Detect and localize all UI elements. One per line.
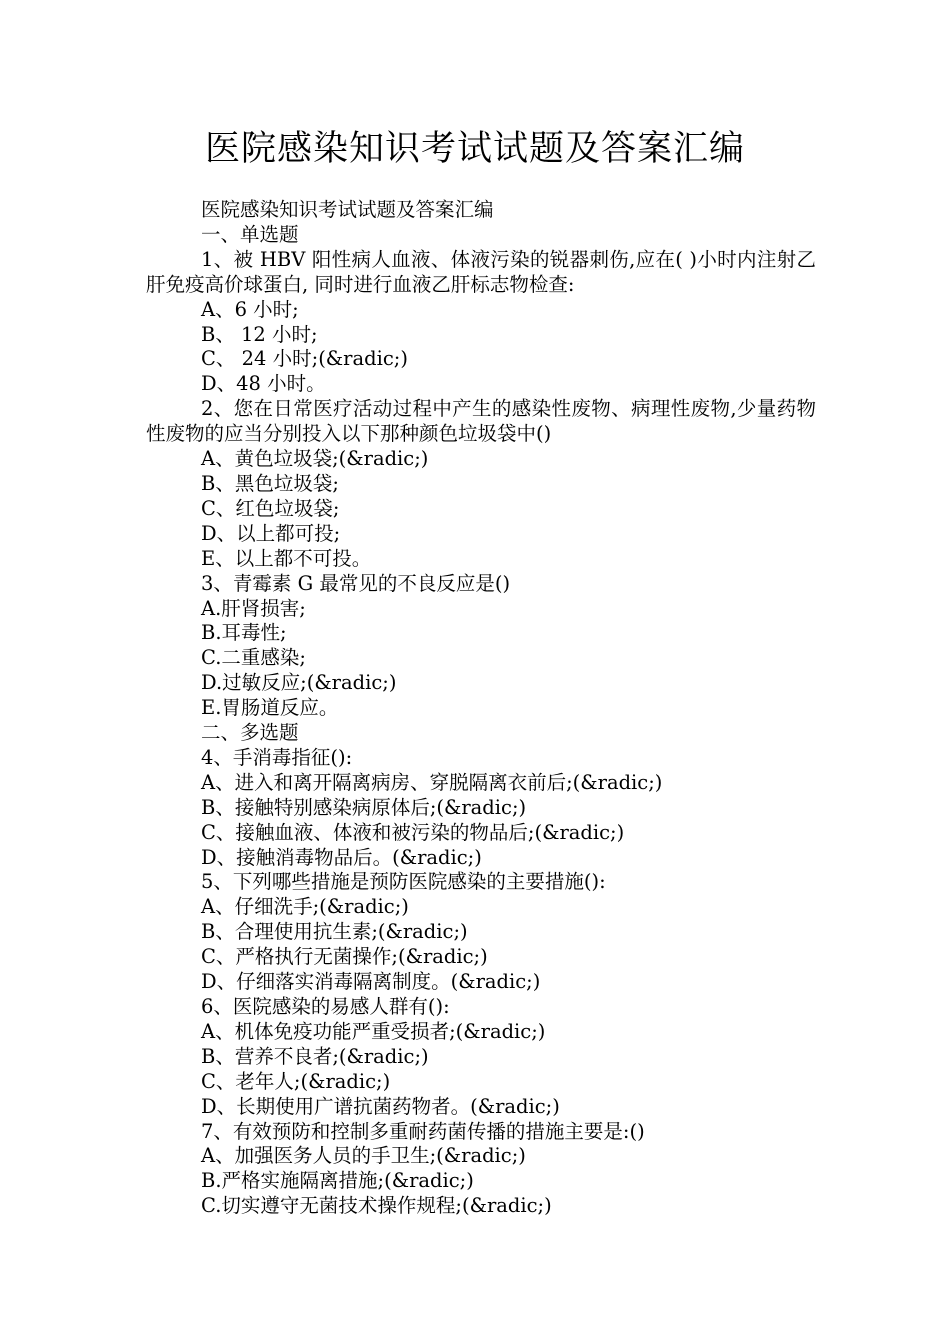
document-paragraph: A、黄色垃圾袋;(&radic;) (201, 447, 429, 471)
document-paragraph: D、接触消毒物品后。(&radic;) (201, 845, 482, 869)
document-paragraph: 医院感染知识考试试题及答案汇编 (201, 198, 494, 221)
document-paragraph: C、接触血液、体液和被污染的物品后;(&radic;) (201, 820, 625, 844)
document-paragraph: B、接触特别感染病原体后;(&radic;) (201, 795, 527, 819)
document-paragraph: B.耳毒性; (201, 621, 287, 645)
document-paragraph: A、机体免疫功能严重受损者;(&radic;) (201, 1019, 546, 1043)
document-paragraph: C、 24 小时;(&radic;) (201, 347, 408, 371)
document-paragraph: A、进入和离开隔离病房、穿脱隔离衣前后;(&radic;) (201, 770, 663, 794)
document-paragraph: B、营养不良者;(&radic;) (201, 1044, 429, 1068)
document-paragraph: B、黑色垃圾袋; (201, 471, 339, 495)
document-paragraph: 6、医院感染的易感人群有(): (201, 995, 450, 1018)
document-paragraph: C、老年人;(&radic;) (201, 1069, 391, 1093)
document-paragraph: 5、下列哪些措施是预防医院感染的主要措施(): (201, 870, 606, 894)
document-paragraph: C.二重感染; (201, 646, 306, 670)
document-paragraph: C、严格执行无菌操作;(&radic;) (201, 945, 488, 969)
document-paragraph: D、长期使用广谱抗菌药物者。(&radic;) (201, 1094, 560, 1118)
document-paragraph: 1、被 HBV 阳性病人血液、体液污染的锐器刺伤,应在( )小时内注射乙肝免疫高价球蛋白, 同时进行血液乙肝标志物检查: (146, 247, 816, 296)
document-paragraph: B、 12 小时; (201, 322, 318, 346)
document-paragraph: C、红色垃圾袋; (201, 496, 340, 520)
document-paragraph: 2、您在日常医疗活动过程中产生的感染性废物、病理性废物,少量药物性废物的应当分别投入以下那种颜色垃圾袋中() (146, 397, 816, 446)
document-paragraph: 二、多选题 (201, 721, 299, 745)
document-paragraph: B、合理使用抗生素;(&radic;) (201, 920, 468, 944)
document-paragraph: D、48 小时。 (201, 372, 326, 396)
document-body (146, 198, 816, 1219)
document-paragraph: C.切实遵守无菌技术操作规程;(&radic;) (201, 1194, 552, 1218)
document-paragraph: A、加强医务人员的手卫生;(&radic;) (201, 1144, 526, 1168)
document-paragraph: A、6 小时; (201, 297, 299, 321)
document-paragraph: 4、手消毒指征(): (201, 745, 353, 769)
document-paragraph: B.严格实施隔离措施;(&radic;) (201, 1169, 474, 1193)
document-paragraph: 一、单选题 (201, 222, 299, 246)
document-paragraph: 7、有效预防和控制多重耐药菌传播的措施主要是:() (201, 1119, 645, 1143)
document-paragraph: D.过敏反应;(&radic;) (201, 671, 397, 695)
document-paragraph: E、以上都不可投。 (201, 546, 372, 570)
document-paragraph: A.肝肾损害; (201, 596, 306, 620)
document-paragraph: D、以上都可投; (201, 521, 341, 545)
document-paragraph: E.胃肠道反应。 (201, 696, 339, 720)
document-paragraph: D、仔细落实消毒隔离制度。(&radic;) (201, 970, 541, 994)
document-paragraph: 3、青霉素 G 最常见的不良反应是() (201, 571, 511, 595)
document-title: 医院感染知识考试试题及答案汇编 (204, 129, 745, 169)
document-paragraph: A、仔细洗手;(&radic;) (201, 895, 409, 919)
